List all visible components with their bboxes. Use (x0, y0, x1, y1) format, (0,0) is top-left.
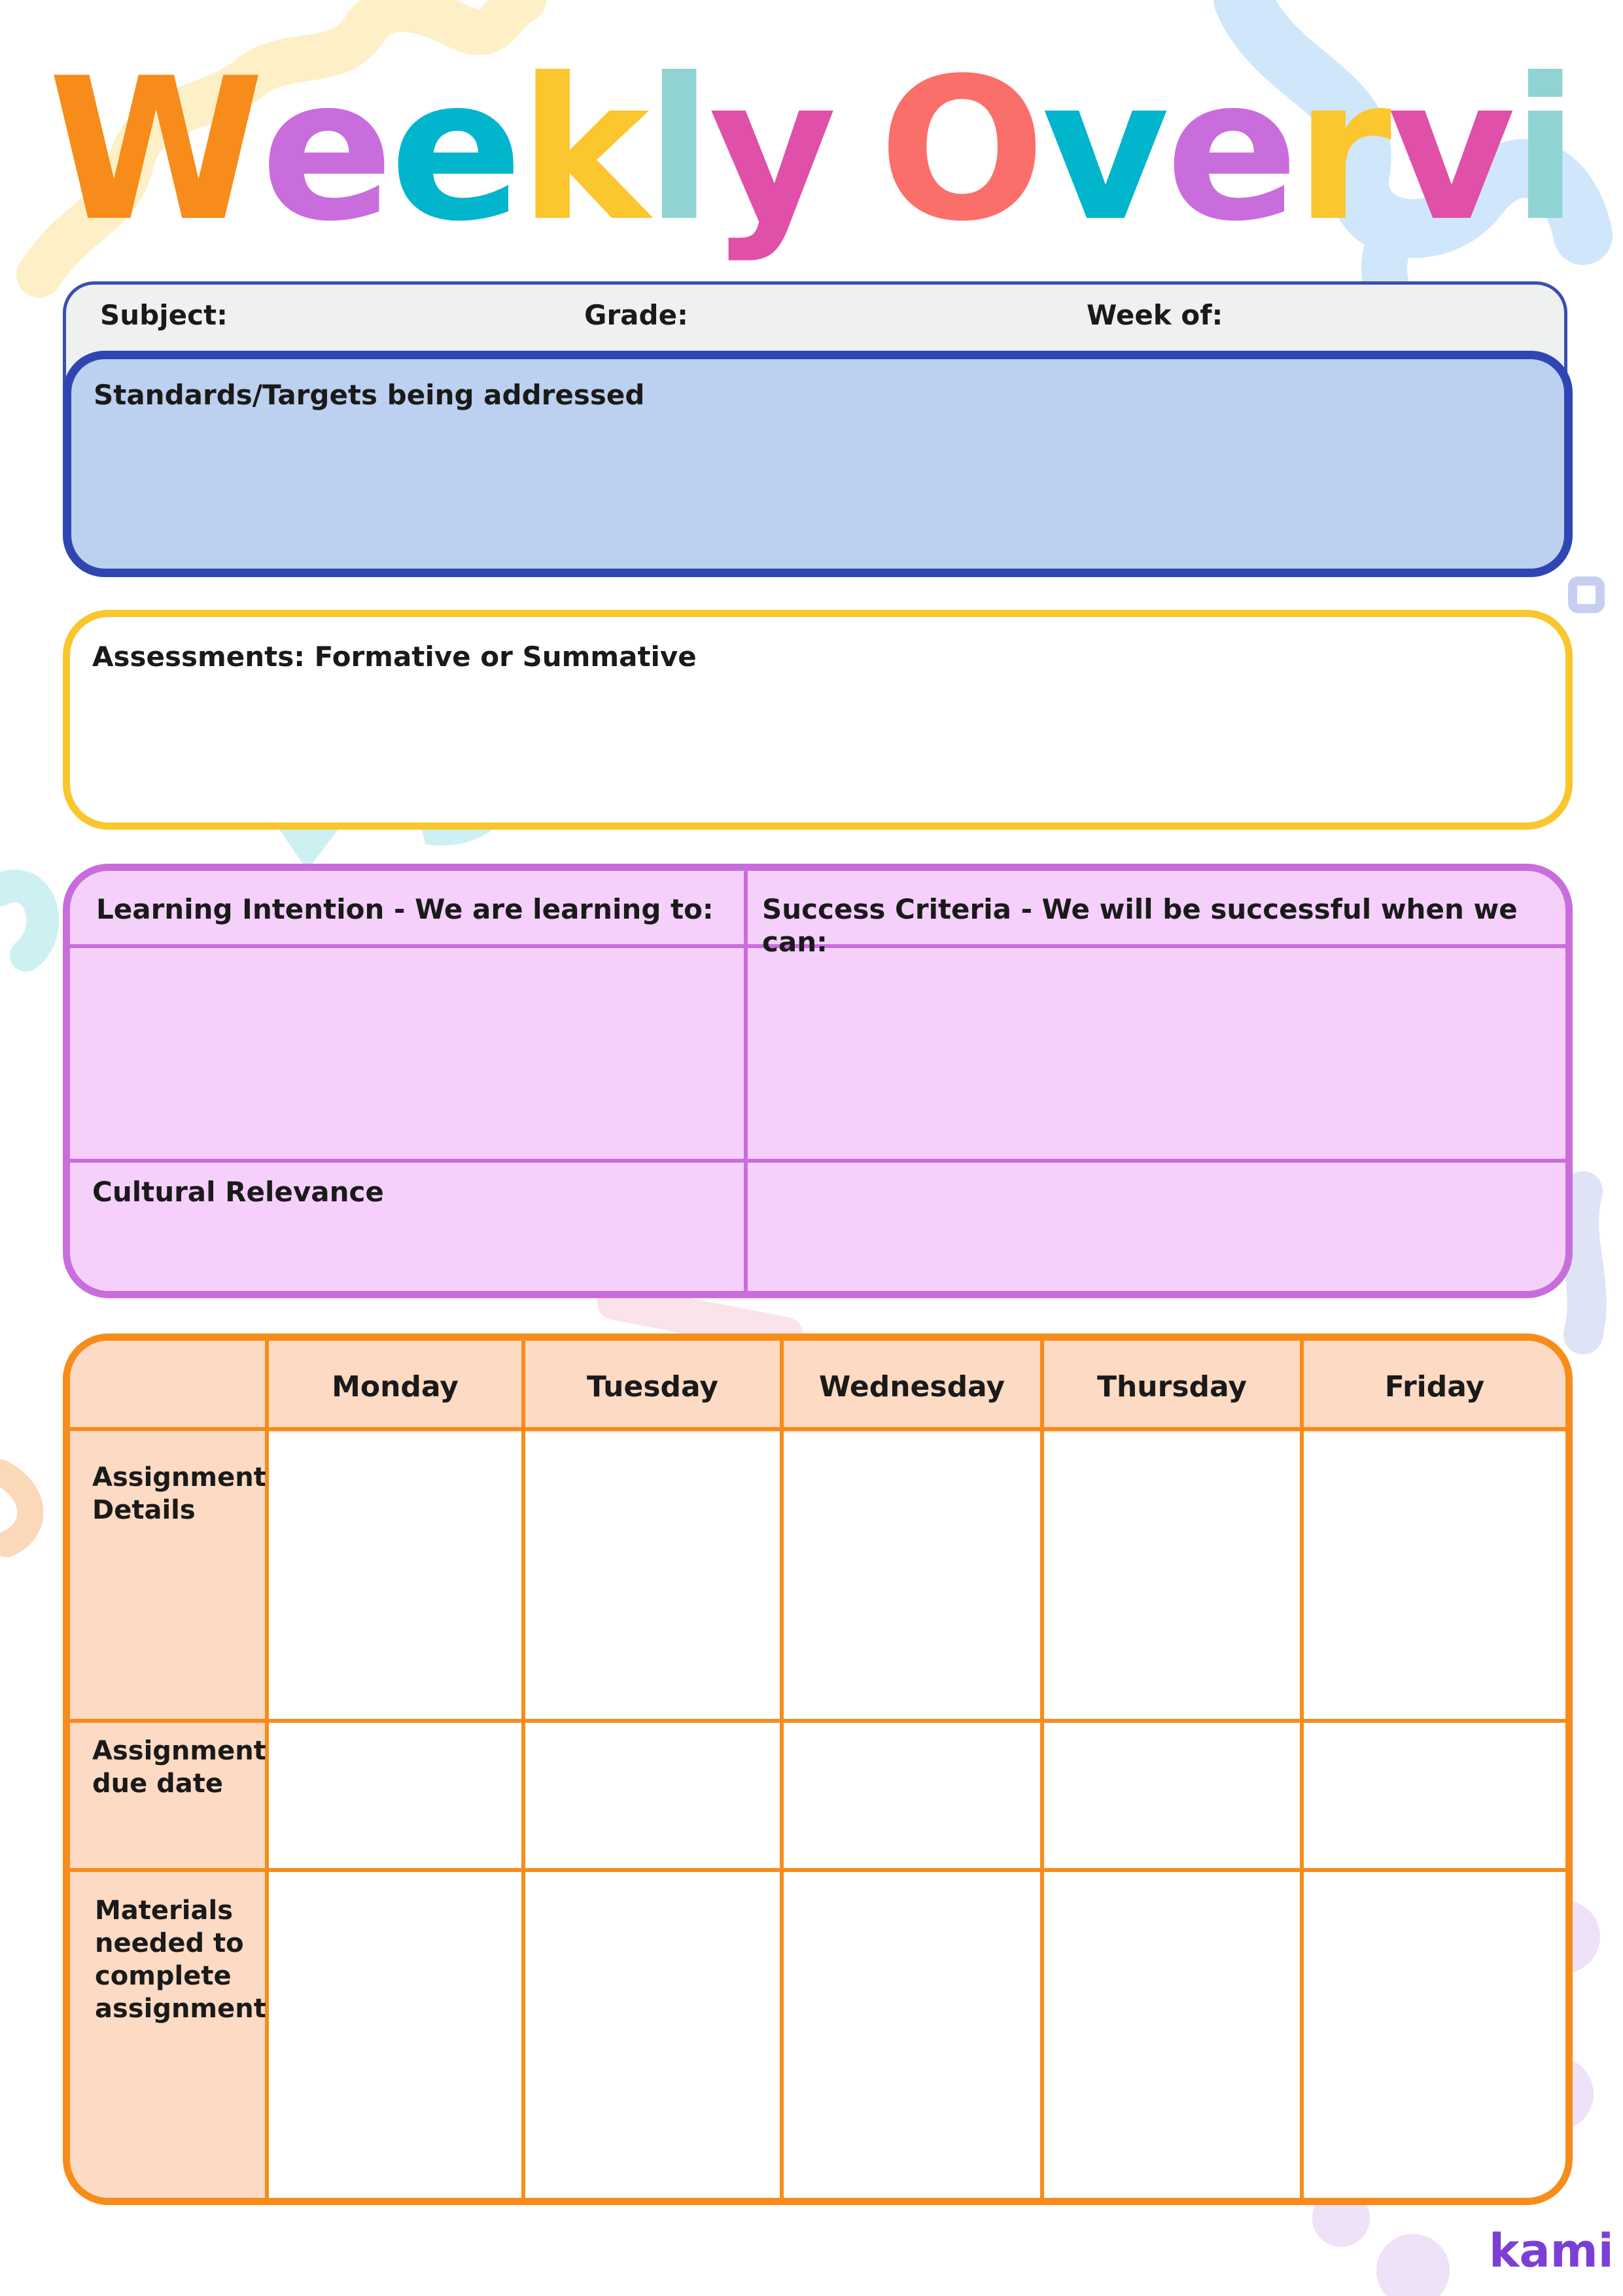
table-cell-due-date-monday[interactable] (269, 1723, 521, 1868)
table-cell-assignment-details-monday[interactable] (269, 1431, 521, 1719)
table-cell-due-date-wednesday[interactable] (784, 1723, 1040, 1868)
table-cell-materials-wednesday[interactable] (784, 1872, 1040, 2199)
row-label-materials: Materials needed to complete assignment (95, 1896, 266, 2024)
day-header-thursday: Thursday (1096, 1370, 1248, 1404)
table-cell-materials-thursday[interactable] (1044, 1872, 1300, 2199)
weekly-schedule-table (63, 1333, 1573, 2205)
title-letter: i (1511, 36, 1575, 264)
standards-label: Standards/Targets being addressed (94, 379, 645, 411)
title-letter: k (519, 36, 646, 264)
title-letter: e (389, 36, 519, 264)
title-letter: l (645, 36, 709, 264)
day-header-wednesday: Wednesday (818, 1370, 1005, 1404)
grade-label: Grade: (584, 299, 688, 331)
week-of-label: Week of: (1087, 299, 1223, 331)
table-cell-assignment-details-thursday[interactable] (1044, 1431, 1300, 1719)
assessments-label: Assessments: Formative or Summative (92, 641, 697, 673)
row-label-assignment-details: Assignment Details (92, 1462, 266, 1525)
table-cell-due-date-tuesday[interactable] (525, 1723, 780, 1868)
title-letter: W (48, 36, 261, 264)
table-cell-materials-friday[interactable] (1304, 1872, 1565, 2199)
title-letter: y (708, 36, 833, 264)
title-letter: v (1387, 36, 1512, 264)
title-letter: O (879, 36, 1042, 264)
table-cell-materials-monday[interactable] (269, 1872, 521, 2199)
day-header-friday: Friday (1384, 1370, 1485, 1404)
learning-intention-label: Learning Intention - We are learning to: (96, 893, 714, 925)
day-header-monday: Monday (332, 1370, 459, 1404)
title-letter: r (1295, 36, 1388, 264)
kami-logo: kami (1489, 2224, 1614, 2278)
table-cell-materials-tuesday[interactable] (525, 1872, 780, 2199)
decor-square (1573, 581, 1600, 609)
table-cell-assignment-details-tuesday[interactable] (525, 1431, 780, 1719)
table-cell-due-date-thursday[interactable] (1044, 1723, 1300, 1868)
cultural-relevance-field[interactable] (70, 1163, 744, 1294)
table-cell-assignment-details-wednesday[interactable] (784, 1431, 1040, 1719)
success-criteria-field[interactable] (748, 948, 1573, 1159)
learning-box (63, 864, 1573, 1298)
day-header-tuesday: Tuesday (586, 1370, 719, 1404)
learning-intention-field[interactable] (70, 948, 744, 1159)
decor-curve-cyan (0, 886, 43, 955)
decor-curve-lavender (1579, 1191, 1587, 1335)
table-cell-assignment-details-friday[interactable] (1304, 1431, 1565, 1719)
title-letter: e (1165, 36, 1295, 264)
subject-label: Subject: (100, 299, 228, 331)
title-letter: v (1041, 36, 1166, 264)
assessments-box[interactable] (63, 610, 1573, 830)
decor-curve-orange (0, 1472, 30, 1544)
cultural-relevance-label: Cultural Relevance (92, 1176, 384, 1208)
success-criteria-label: Success Criteria - We will be successful when we can: (762, 893, 1518, 958)
standards-box[interactable] (63, 351, 1573, 577)
decor-dot (1376, 2234, 1450, 2296)
title-letter: e (260, 36, 390, 264)
table-cell-due-date-friday[interactable] (1304, 1723, 1565, 1868)
row-label-assignment-due-date: Assignment due date (92, 1736, 266, 1799)
